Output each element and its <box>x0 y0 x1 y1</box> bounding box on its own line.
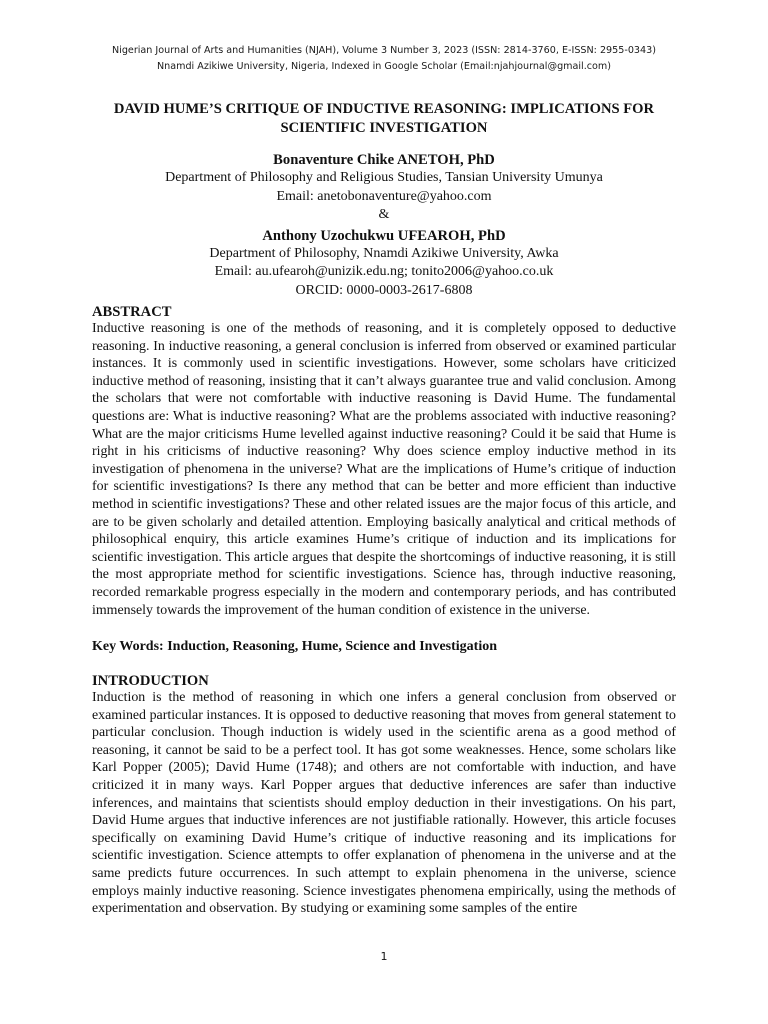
author-block <box>60 151 708 300</box>
page-number: 1 <box>380 950 388 963</box>
introduction-heading: INTRODUCTION <box>92 673 209 689</box>
paper-title: DAVID HUME’S CRITIQUE OF INDUCTIVE REASONING: IMPLICATIONS FOR SCIENTIFIC INVESTIGATION <box>113 101 655 136</box>
journal-header-line-1: Nigerian Journal of Arts and Humanities (NJAH), Volume 3 Number 3, 2023 (ISSN: 2814-3760, E-ISSN: 2955-0343) <box>111 45 656 56</box>
keywords-value: Induction, Reasoning, Hume, Science and Investigation <box>167 639 498 654</box>
author-2-affiliation: Department of Philosophy, Nnamdi Azikiwe University, Awka <box>209 246 559 262</box>
abstract-text: Inductive reasoning is one of the methods of reasoning, and it is completely opposed to deductive reasoning. In inductive reasoning, a general conclusion is inferred from observed or examined particular instances. It is commonly used in scientific investigations. However, some scholars have criticized inductive method of reasoning, insisting that it can’t always guarantee true and valid conclusion. Among the scholars that were not comfortable with inductive reasoning is David Hume. The fundamental questions are: What is inductive reasoning? What are the problems associated with inductive reasoning? What are the major criticisms Hume levelled against inductive reasoning? Could it be said that Hume is right in his criticisms of inductive reasoning? Why does science employ inductive method in its investigation of phenomena in the universe? What are the implications of Hume’s critique of induction for scientific investigations? Is there any method that can be better and more efficient than inductive method in scientific investigations? These and other related issues are the major focus of this article, and are to be given scholarly and detailed attention. Employing basically analytical and critical methods of philosophical enquiry, this article examines Hume’s critique of induction and its implications for scientific investigation. This article argues that despite the shortcomings of inductive reasoning, it is still the most appropriate method for scientific investigations. Science has, through inductive reasoning, recorded remarkable progress especially in the modern and contemporary periods, and has contributed immensely towards the improvement of the human condition of existence in the universe. <box>92 321 676 618</box>
author-1-affiliation: Department of Philosophy and Religious Studies, Tansian University Umunya <box>165 170 603 186</box>
author-1-email: Email: anetobonaventure@yahoo.com <box>276 188 492 204</box>
author-1-name: Bonaventure Chike ANETOH, PhD <box>273 152 495 168</box>
keywords-separator: : <box>159 639 168 654</box>
abstract-heading: ABSTRACT <box>92 304 172 320</box>
keywords-line <box>92 638 676 656</box>
author-2-name: Anthony Uzochukwu UFEAROH, PhD <box>262 227 506 244</box>
journal-header <box>60 43 708 75</box>
author-separator: & <box>378 207 390 223</box>
introduction-text: Induction is the method of reasoning in which one infers a general conclusion from observed or examined particular instances. It is opposed to deductive reasoning that moves from general statement to particular conclusion. Though induction is widely used in the scientific arena as a good method of reasoning, it cannot be said to be a perfect tool. It has got some weaknesses. Hence, some scholars like Karl Popper (2005); David Hume (1748); and others are not comfortable with induction, and have criticized it in many ways. Karl Popper argues that deductive inferences are safer than inductive inferences, and maintains that scientists should employ deduction in their investigations. On his part, David Hume argues that inductive inferences are not justifiable rationally. However, this article focuses specifically on examining David Hume’s critique of inductive reasoning and its implications for scientific investigation. Science attempts to offer explanation of phenomena in the universe and at the same predicts future occurrences. In such attempt to explain phenomena in the universe, science employs mainly inductive reasoning. Science investigates phenomena empirically, using the methods of experimentation and observation. By studying or examining some samples of the entire <box>92 690 676 917</box>
author-2-orcid: ORCID: 0000-0003-2617-6808 <box>295 282 473 298</box>
journal-header-line-2: Nnamdi Azikiwe University, Nigeria, Indexed in Google Scholar (Email:njahjournal@gmail.com) <box>156 61 611 72</box>
author-2-email: Email: au.ufearoh@unizik.edu.ng; tonito2006@yahoo.co.uk <box>214 264 554 280</box>
keywords-label: Key Words <box>92 639 160 654</box>
